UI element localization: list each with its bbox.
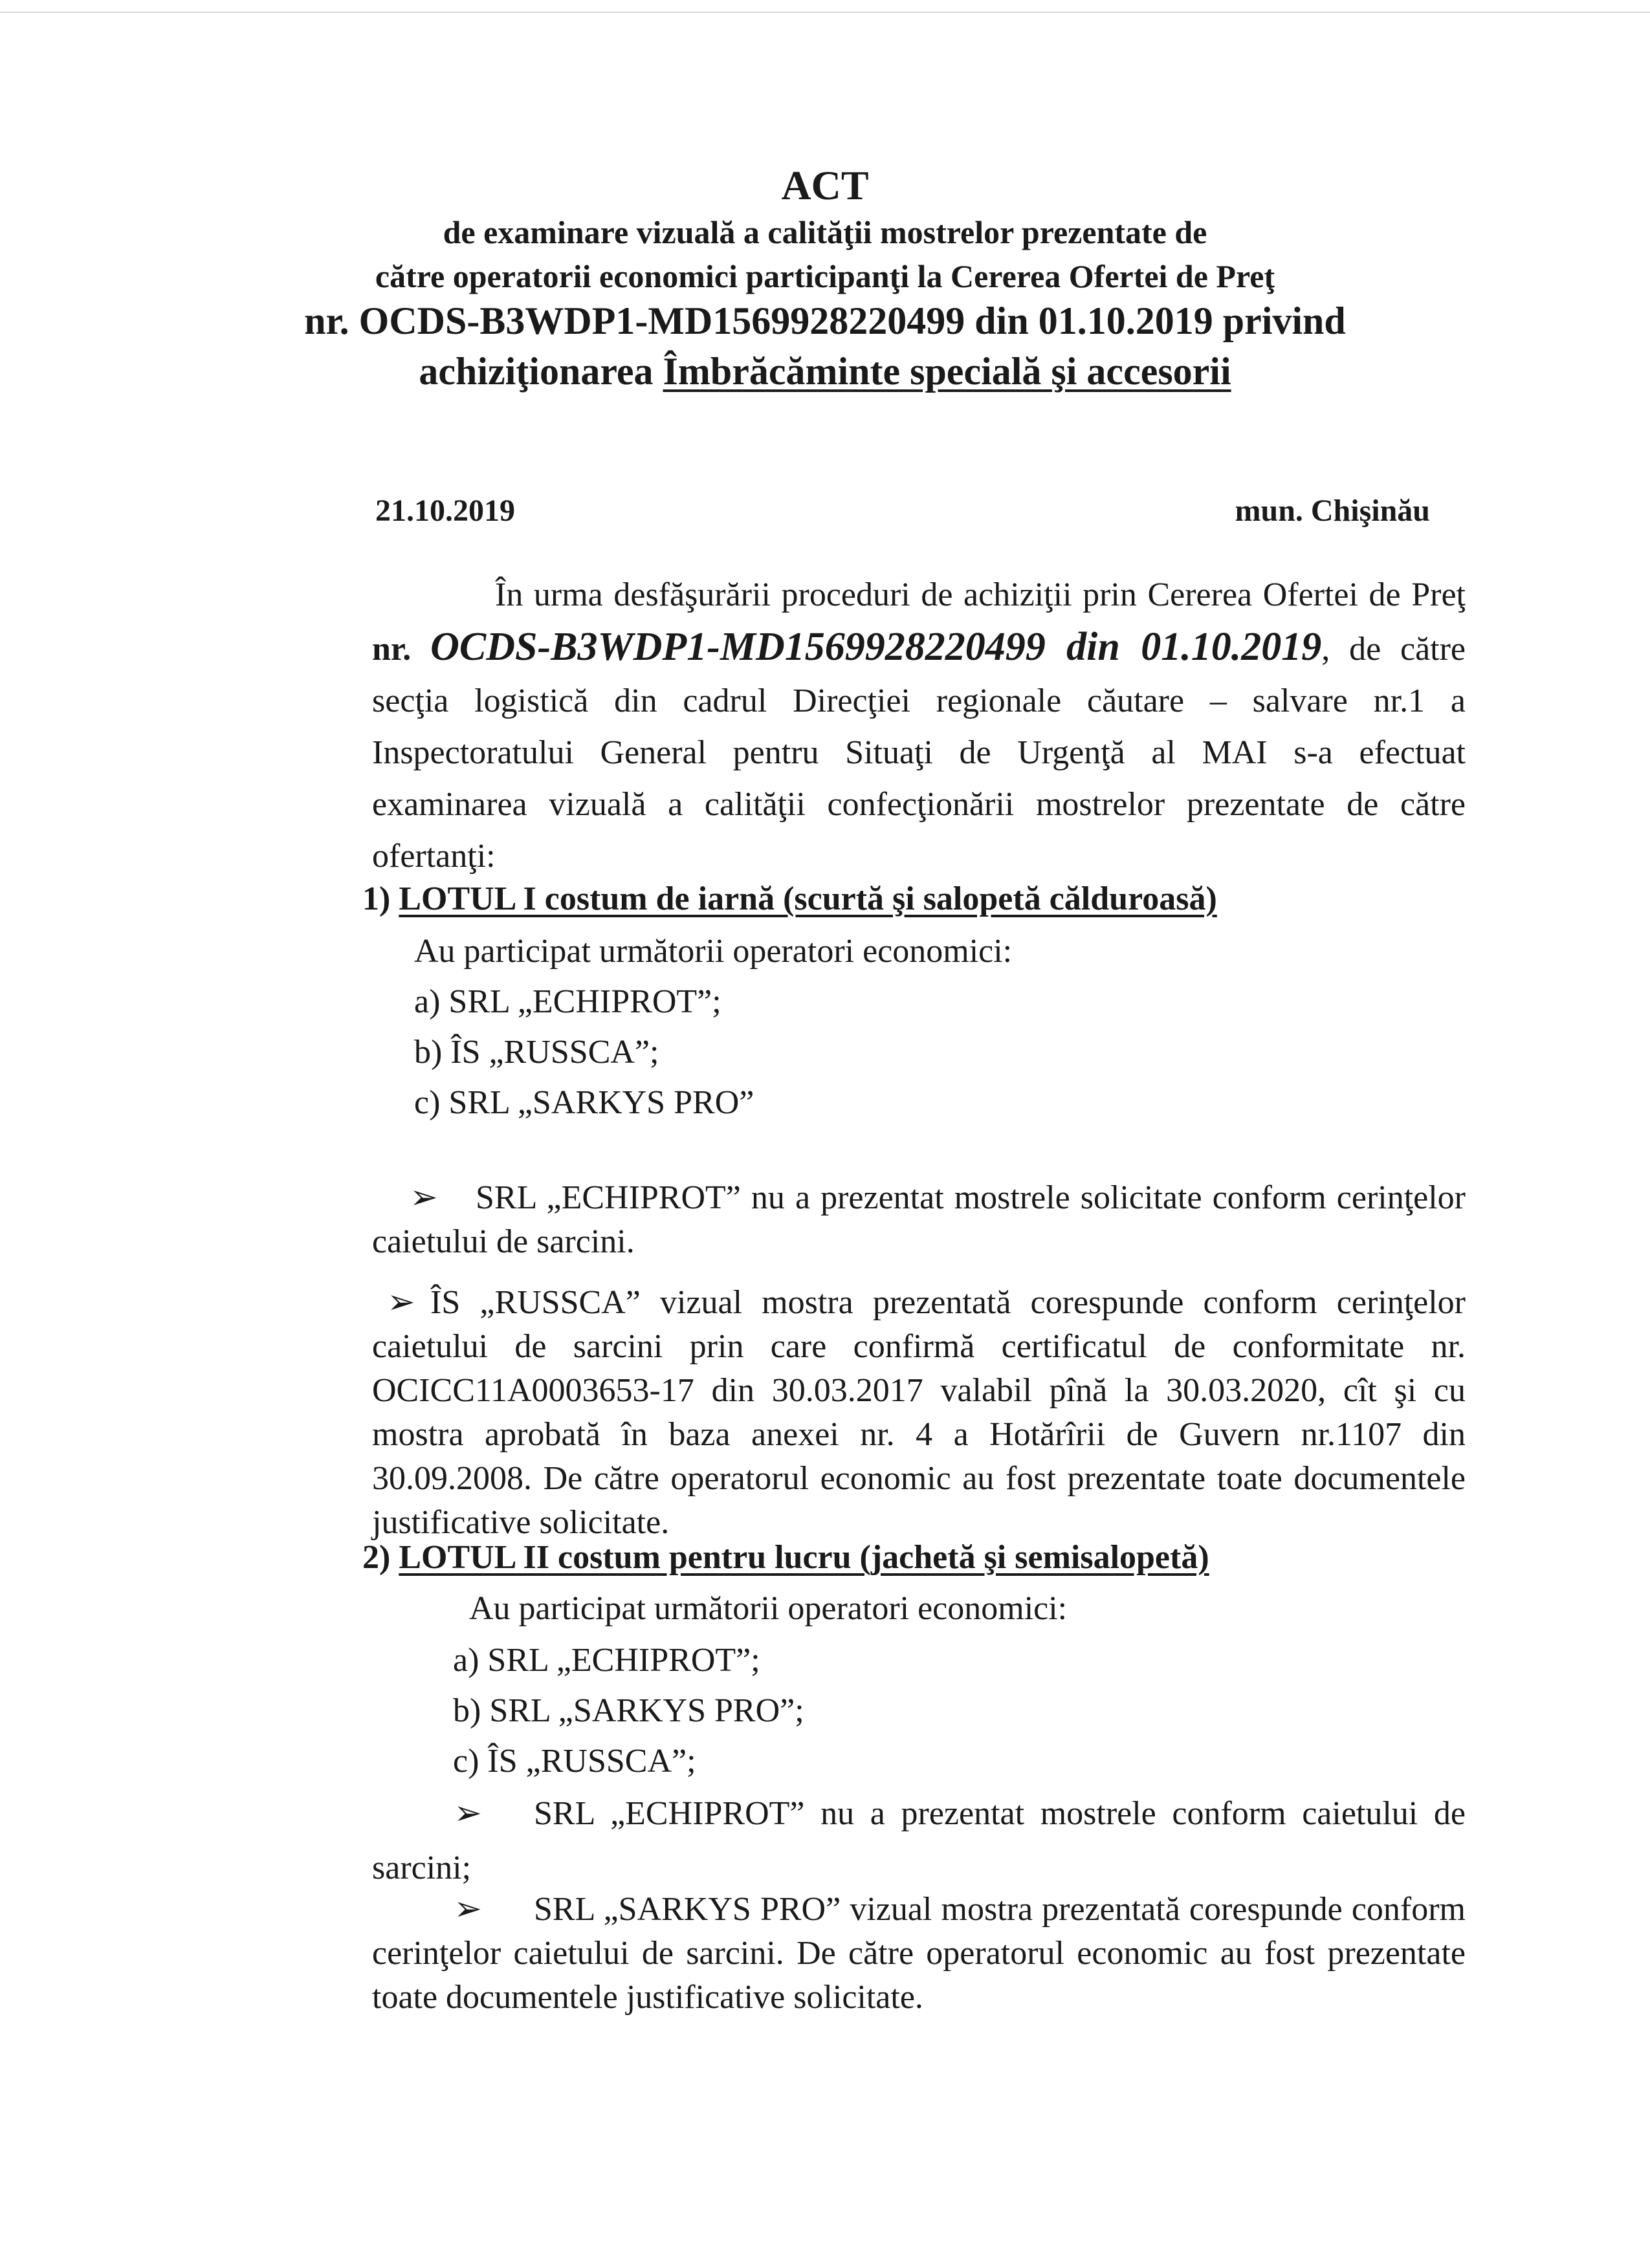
subtitle-line-3: nr. OCDS-B3WDP1-MD1569928220499 din 01.10.2019 privind bbox=[304, 300, 1346, 342]
participants-label: Au participat următorii operatori economici: bbox=[414, 933, 1013, 970]
lot-1-heading bbox=[362, 880, 1217, 918]
lot-2-finding-1 bbox=[372, 1787, 1466, 1895]
lot-2-finding-2 bbox=[372, 1888, 1466, 2020]
participant-item: a) SRL „ECHIPROT”; bbox=[414, 983, 721, 1020]
lot-1-finding-2 bbox=[372, 1281, 1466, 1545]
lot-1-number: 1) bbox=[362, 880, 391, 917]
intro-paragraph bbox=[372, 569, 1466, 882]
participant-item: b) SRL „SARKYS PRO”; bbox=[453, 1692, 804, 1729]
lot-2-number: 2) bbox=[362, 1539, 391, 1576]
subtitle-line-1: de examinare vizuală a calităţii mostrelor prezentate de bbox=[443, 214, 1207, 250]
lot-2-participants-label: Au participat următorii operatori economici: bbox=[469, 1590, 1068, 1627]
participant-item: c) SRL „SARKYS PRO” bbox=[414, 1084, 754, 1121]
lot-1-title: LOTUL I costum de iarnă (scurtă şi salopetă călduroasă) bbox=[399, 880, 1217, 917]
intro-text-2: , de către secţia logistică din cadrul Direcţiei regionale căutare – salvare nr.1 a Inspectoratului General pentru Situaţi de Urgenţă al MAI s-a efectuat examinarea vizuală a calităţii confecţionării mostrelor prezentate de către ofertanţi: bbox=[372, 631, 1466, 875]
act-place: mun. Chişinău bbox=[1235, 494, 1430, 528]
participant-item: a) SRL „ECHIPROT”; bbox=[453, 1642, 760, 1679]
participant-item: b) ÎS „RUSSCA”; bbox=[414, 1034, 659, 1071]
finding-text: SRL „ECHIPROT” nu a prezentat mostrele conform caietului de sarcini; bbox=[372, 1795, 1466, 1886]
intro-text-1: În urma desfăşurării proceduri de achiziţii prin Cererea Ofertei de Preţ bbox=[495, 576, 1466, 613]
finding-text: SRL „SARKYS PRO” vizual mostra prezentată corespunde conform cerinţelor caietului de sarcini. De către operatorul economic au fost prezentate toate documentele justificative solicitate. bbox=[372, 1891, 1466, 2016]
intro-ref: OCDS-B3WDP1-MD1569928220499 din 01.10.2019 bbox=[430, 625, 1322, 669]
participant-item: c) ÎS „RUSSCA”; bbox=[453, 1743, 696, 1780]
lot-1-finding-1 bbox=[372, 1176, 1466, 1264]
finding-text: SRL „ECHIPROT” nu a prezentat mostrele solicitate conform cerinţelor caietului de sarcini. bbox=[372, 1179, 1466, 1260]
finding-text: ÎS „RUSSCA” vizual mostra prezentată corespunde conform cerinţelor caietului de sarcini prin care confirmă certificatul de conformitate nr. OCICC11A0003653-17 din 30.03.2017 valabil pînă la 30.03.2020, cît şi cu mostra aprobată în baza anexei nr. 4 a Hotărîrii de Guvern nr.1107 din 30.09.2008. De către operatorul economic au fost prezentate toate documentele justificative solicitate. bbox=[372, 1284, 1466, 1541]
document-title: ACT bbox=[781, 162, 869, 208]
subtitle-line-4 bbox=[0, 349, 1650, 394]
lot-2-participants bbox=[453, 1635, 804, 1787]
intro-nr: nr. bbox=[372, 631, 412, 668]
subtitle-line-2: către operatorii economici participanţi la Cererea Ofertei de Preţ bbox=[375, 258, 1275, 294]
procurement-object: Îmbrăcăminte specială şi accesorii bbox=[663, 350, 1231, 393]
arrow-bullet-icon: ➢ bbox=[454, 1891, 482, 1928]
arrow-bullet-icon: ➢ bbox=[454, 1795, 482, 1832]
arrow-bullet-icon: ➢ bbox=[387, 1284, 415, 1321]
lot-1-participants bbox=[414, 926, 1012, 1128]
lot-2-title: LOTUL II costum pentru lucru (jachetă şi semisalopetă) bbox=[399, 1539, 1209, 1576]
lot-2-heading bbox=[362, 1538, 1209, 1576]
arrow-bullet-icon: ➢ bbox=[410, 1179, 438, 1216]
subtitle-prefix: achiziţionarea bbox=[419, 350, 663, 393]
page-edge bbox=[0, 12, 1650, 13]
act-date: 21.10.2019 bbox=[375, 494, 515, 528]
